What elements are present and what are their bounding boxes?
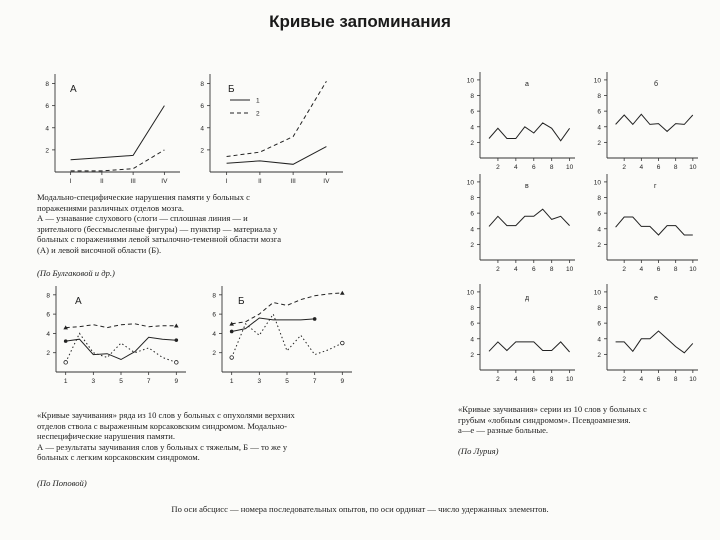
series-line-solid: [489, 209, 570, 226]
data-point: [341, 341, 345, 345]
y-tick-label: 4: [470, 226, 474, 234]
x-tick-label: 10: [566, 164, 574, 171]
data-point: [64, 339, 68, 343]
y-tick-label: 8: [597, 195, 601, 203]
x-tick-label: 6: [656, 376, 661, 383]
series-line-solid: [227, 147, 327, 165]
caption-line: больных с поражениями левой затылочно-теменной области мозга: [37, 234, 282, 245]
data-point: [230, 330, 234, 334]
x-tick-label: 4: [514, 376, 518, 383]
caption-frontal: [458, 404, 647, 436]
y-tick-label: 4: [470, 336, 474, 344]
data-point: [175, 361, 179, 365]
x-tick-label: 10: [689, 376, 697, 383]
series-line-solid: [71, 106, 165, 160]
x-tick-label: 7: [146, 378, 151, 385]
data-point: [175, 338, 179, 342]
chart-panel-v: [467, 174, 575, 273]
x-tick-label: 3: [257, 378, 262, 385]
series-line-solid: [66, 337, 177, 359]
source-popova: (По Поповой): [37, 478, 87, 488]
y-tick-label: 6: [597, 108, 601, 116]
x-tick-label: III: [290, 178, 296, 185]
y-tick-label: 2: [597, 139, 601, 147]
y-tick-label: 4: [597, 124, 601, 132]
caption-line: (А) и левой височной области (Б).: [37, 244, 162, 255]
caption-modal-specific: [37, 192, 281, 256]
x-tick-label: 5: [285, 378, 289, 385]
data-point: [340, 291, 345, 295]
x-tick-label: 6: [656, 164, 661, 171]
caption-line: неспецифические нарушения памяти.: [37, 431, 176, 442]
panel-label: г: [654, 183, 657, 190]
y-tick-label: 4: [45, 125, 49, 133]
x-tick-label: 8: [549, 164, 554, 171]
y-tick-label: 8: [46, 292, 50, 300]
panel-label: А: [75, 296, 82, 307]
caption-line: А — результаты заучивания слов у больных с тяжелым, Б — то же у: [37, 441, 288, 452]
y-tick-label: 6: [45, 103, 49, 111]
y-tick-label: 10: [593, 77, 601, 85]
y-tick-label: 8: [470, 305, 474, 313]
page-title: Кривые запоминания: [269, 12, 451, 31]
x-tick-label: 2: [496, 164, 500, 171]
chart-panel-A1: [45, 74, 180, 185]
y-tick-label: 2: [45, 147, 49, 155]
chart-panel-e: [594, 284, 698, 383]
x-tick-label: 5: [119, 378, 123, 385]
y-tick-label: 4: [597, 336, 601, 344]
x-tick-label: 3: [91, 378, 96, 385]
caption-line: отделов ствола с выраженным корсаковским синдромом. Модально-: [37, 420, 288, 431]
x-tick-label: 2: [622, 266, 626, 273]
x-tick-label: 10: [689, 266, 697, 273]
chart-panel-d: [467, 284, 575, 383]
series-line-solid: [616, 217, 693, 235]
y-tick-label: 8: [597, 305, 601, 313]
y-tick-label: 8: [470, 93, 474, 101]
x-tick-label: II: [100, 178, 104, 185]
y-tick-label: 6: [470, 210, 474, 218]
caption-line: «Кривые заучивания» серии из 10 слов у больных с: [458, 404, 647, 414]
x-tick-label: 9: [340, 378, 345, 385]
legend-label: 1: [256, 97, 260, 105]
series-line-dotted: [66, 333, 177, 362]
x-tick-label: 6: [531, 266, 536, 273]
y-tick-label: 2: [46, 350, 50, 358]
y-tick-label: 10: [593, 289, 601, 297]
series-line-dashed: [66, 324, 177, 328]
x-tick-label: 8: [549, 376, 554, 383]
y-tick-label: 6: [212, 311, 216, 319]
x-tick-label: 7: [312, 378, 317, 385]
x-tick-label: 8: [673, 376, 678, 383]
source-bulgakova: (По Булгаковой и др.): [37, 268, 115, 278]
x-tick-label: IV: [323, 178, 330, 185]
chart-panel-b: [594, 72, 698, 171]
x-tick-label: 4: [514, 266, 518, 273]
caption-line: больных с легким корсаковским синдромом.: [37, 452, 200, 463]
data-point: [313, 317, 317, 321]
x-tick-label: 10: [566, 266, 574, 273]
y-tick-label: 8: [45, 81, 49, 89]
x-tick-label: I: [225, 178, 228, 185]
y-tick-label: 10: [466, 179, 474, 187]
panel-label: в: [525, 183, 529, 190]
caption-line: «Кривые заучивания» ряда из 10 слов у больных с опухолями верхних: [37, 410, 295, 420]
x-tick-label: 2: [496, 376, 500, 383]
chart-panel-a: [467, 72, 575, 171]
data-point: [64, 361, 68, 365]
y-tick-label: 4: [46, 330, 50, 338]
y-tick-label: 2: [597, 241, 601, 249]
x-tick-label: 2: [622, 164, 626, 171]
caption-korsakov: [37, 410, 295, 463]
x-tick-label: II: [258, 178, 262, 185]
y-tick-label: 6: [597, 320, 601, 328]
y-tick-label: 10: [466, 289, 474, 297]
series-line-solid: [616, 114, 693, 131]
caption-line: Модально-специфические нарушения памяти у больных с: [37, 192, 250, 202]
series-line-solid: [232, 318, 315, 332]
series-line-solid: [489, 342, 570, 352]
x-tick-label: 2: [496, 266, 500, 273]
y-tick-label: 6: [200, 103, 204, 111]
y-tick-label: 2: [597, 351, 601, 359]
series-line-dashed: [71, 150, 165, 171]
x-tick-label: 10: [689, 164, 697, 171]
y-tick-label: 2: [200, 147, 204, 155]
series-line-solid: [489, 123, 570, 141]
chart-panel-g: [594, 174, 698, 273]
x-tick-label: 1: [229, 378, 234, 385]
y-tick-label: 2: [470, 139, 474, 147]
x-tick-label: IV: [161, 178, 168, 185]
y-tick-label: 2: [470, 241, 474, 249]
x-tick-label: 4: [639, 376, 644, 383]
panel-label: Б: [228, 84, 235, 95]
data-point: [174, 323, 179, 327]
panel-label: Б: [238, 296, 245, 307]
x-tick-label: 1: [63, 378, 68, 385]
x-tick-label: 9: [174, 378, 179, 385]
x-tick-label: 8: [549, 266, 554, 273]
x-tick-label: 8: [673, 164, 678, 171]
series-line-dashed: [227, 81, 327, 156]
x-tick-label: 4: [514, 164, 518, 171]
y-tick-label: 8: [597, 93, 601, 101]
source-luria: (По Лурия): [458, 446, 499, 456]
x-tick-label: 4: [639, 266, 644, 273]
panel-label: а: [525, 81, 529, 88]
caption-line: зрительного (бессмысленные фигуры) — пунктир — материала у: [37, 223, 278, 234]
axis-note: По оси абсцисс — номера последовательных опытов, по оси ординат — число удержанных элементов.: [171, 504, 549, 514]
y-tick-label: 4: [212, 330, 216, 338]
x-tick-label: 8: [673, 266, 678, 273]
chart-panel-A2: [46, 286, 186, 385]
chart-panel-B2: [212, 286, 352, 385]
y-tick-label: 8: [212, 292, 216, 300]
panel-label: д: [525, 295, 530, 302]
caption-line: грубым «лобным синдромом». Псевдоамнезия.: [458, 414, 631, 425]
y-tick-label: 2: [212, 350, 216, 358]
y-tick-label: 2: [470, 351, 474, 359]
data-point: [230, 356, 234, 360]
y-tick-label: 4: [470, 124, 474, 132]
panel-label: А: [70, 84, 77, 95]
x-tick-label: III: [130, 178, 136, 185]
y-tick-label: 10: [593, 179, 601, 187]
y-tick-label: 6: [470, 320, 474, 328]
y-tick-label: 6: [470, 108, 474, 116]
x-tick-label: 6: [531, 164, 536, 171]
x-tick-label: 4: [639, 164, 644, 171]
y-tick-label: 6: [597, 210, 601, 218]
y-tick-label: 8: [470, 195, 474, 203]
x-tick-label: 2: [622, 376, 626, 383]
panel-label: б: [654, 81, 659, 88]
chart-panel-B1: [200, 74, 343, 185]
y-tick-label: 6: [46, 311, 50, 319]
x-tick-label: I: [69, 178, 72, 185]
series-line-solid: [616, 331, 693, 353]
legend-label: 2: [256, 110, 260, 118]
series-line-dashed: [232, 293, 343, 324]
y-tick-label: 4: [597, 226, 601, 234]
x-tick-label: 6: [531, 376, 536, 383]
x-tick-label: 6: [656, 266, 661, 273]
y-tick-label: 8: [200, 81, 204, 89]
y-tick-label: 4: [200, 125, 204, 133]
y-tick-label: 10: [466, 77, 474, 85]
caption-line: а—е — разные больные.: [458, 425, 549, 436]
panel-label: е: [654, 295, 658, 302]
x-tick-label: 10: [566, 376, 574, 383]
caption-line: А — узнавание слухового (слоги — сплошная линия — и: [37, 213, 248, 224]
caption-line: поражениями различных отделов мозга.: [37, 202, 184, 213]
